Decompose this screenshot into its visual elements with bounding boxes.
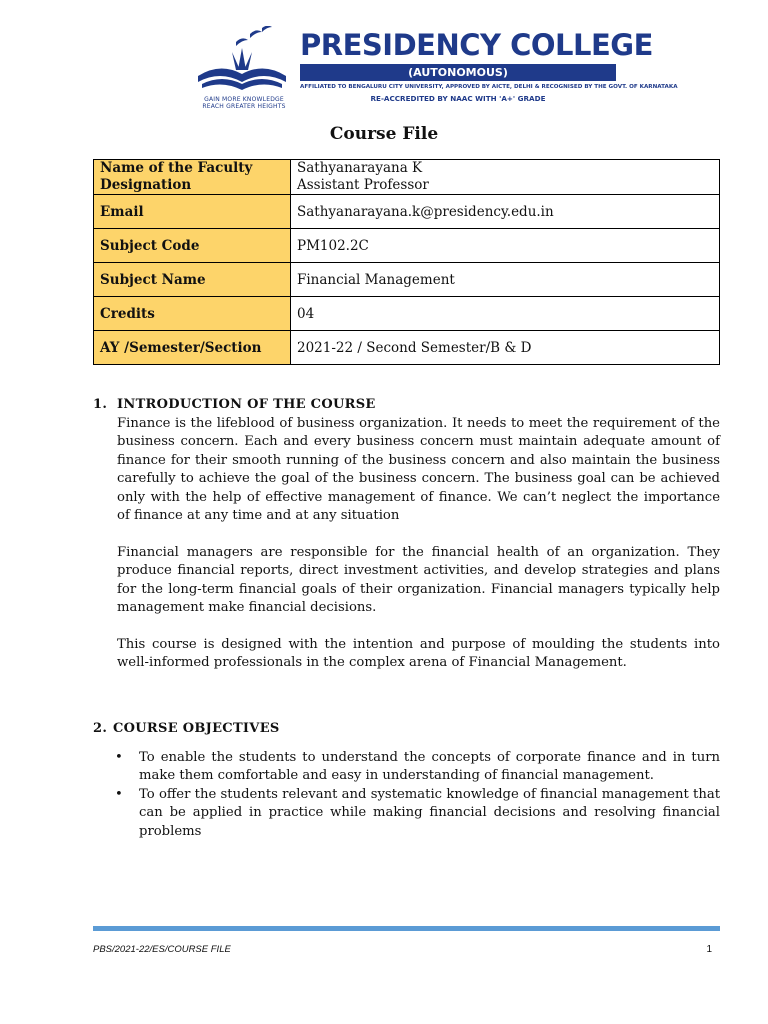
page-number: 1 [706, 944, 712, 955]
logo-tagline-1: GAIN MORE KNOWLEDGE [204, 96, 284, 103]
list-item: • To enable the students to understand the concepts of corporate finance and in turn make them comfortable and easy in understanding of financial management. [93, 749, 720, 786]
ay-semester-label: AY /Semester/Section [94, 331, 291, 365]
book-birds-icon [192, 26, 292, 96]
email-value: Sathyanarayana.k@presidency.edu.in [291, 195, 720, 229]
section-title: COURSE OBJECTIVES [113, 721, 280, 736]
designation-value: Assistant Professor [297, 177, 429, 193]
accreditation-text: RE-ACCREDITED BY NAAC WITH 'A+' GRADE [370, 94, 546, 103]
objectives-list [93, 749, 720, 842]
email-label: Email [94, 195, 291, 229]
section-introduction [93, 396, 720, 673]
list-item: • To offer the students relevant and systematic knowledge of financial management that can be applied in practice while making financial decisions and resolving financial problems [93, 786, 720, 842]
faculty-label-cell [94, 160, 291, 195]
course-info-table [93, 159, 720, 365]
footer-doc-code: PBS/2021-22/ES/COURSE FILE [93, 944, 231, 955]
credits-value: 04 [291, 297, 720, 331]
college-name: PRESIDENCY COLLEGE [300, 28, 653, 62]
subject-name-value: Financial Management [291, 263, 720, 297]
autonomous-bar: (AUTONOMOUS) [300, 64, 616, 81]
affiliation-text: AFFILIATED TO BENGALURU CITY UNIVERSITY, APPROVED BY AICTE, DELHI & RECOGNISED BY THE GOVT. OF KARNATAKA [300, 84, 678, 90]
table-row [94, 263, 720, 297]
intro-paragraph-3: This course is designed with the intention and purpose of moulding the students into well-informed professionals in the complex arena of Financial Management. [117, 636, 720, 670]
designation-label: Designation [100, 177, 192, 193]
page-title: Course File [329, 124, 439, 144]
section-title: INTRODUCTION OF THE COURSE [117, 397, 376, 412]
college-emblem [192, 26, 292, 110]
faculty-label: Name of the Faculty [100, 160, 253, 176]
subject-code-label: Subject Code [94, 229, 291, 263]
footer-rule [93, 926, 720, 931]
section-objectives [93, 720, 720, 841]
ay-semester-value: 2021-22 / Second Semester/B & D [291, 331, 720, 365]
subject-name-label: Subject Name [94, 263, 291, 297]
section-number: 1. [93, 397, 108, 412]
credits-label: Credits [94, 297, 291, 331]
table-row [94, 297, 720, 331]
intro-paragraph-1: Finance is the lifeblood of business organization. It needs to meet the requirement of the business concern. Each and every business concern must maintain adequate amount of finance for their smooth running of the business concern and also maintain the business carefully to achieve the goal of the business concern. The business goal can be achieved only with the help of effective management of finance. We can’t neglect the importance of finance at any time and at any situation [117, 415, 720, 523]
college-logo [192, 26, 678, 110]
table-row [94, 160, 720, 195]
table-row [94, 195, 720, 229]
table-row [94, 229, 720, 263]
section-heading [93, 720, 720, 739]
section-number: 2. [93, 721, 108, 736]
subject-code-value: PM102.2C [291, 229, 720, 263]
logo-tagline-2: REACH GREATER HEIGHTS [202, 103, 286, 110]
faculty-name: Sathyanarayana K [297, 160, 423, 176]
faculty-value-cell [291, 160, 720, 195]
section-heading [93, 396, 720, 415]
intro-paragraph-2: Financial managers are responsible for the financial health of an organization. They produce financial reports, direct investment activities, and develop strategies and plans for the long-term financial goals of their organization. Financial managers typically help management make financial decisions. [117, 544, 720, 615]
table-row [94, 331, 720, 365]
